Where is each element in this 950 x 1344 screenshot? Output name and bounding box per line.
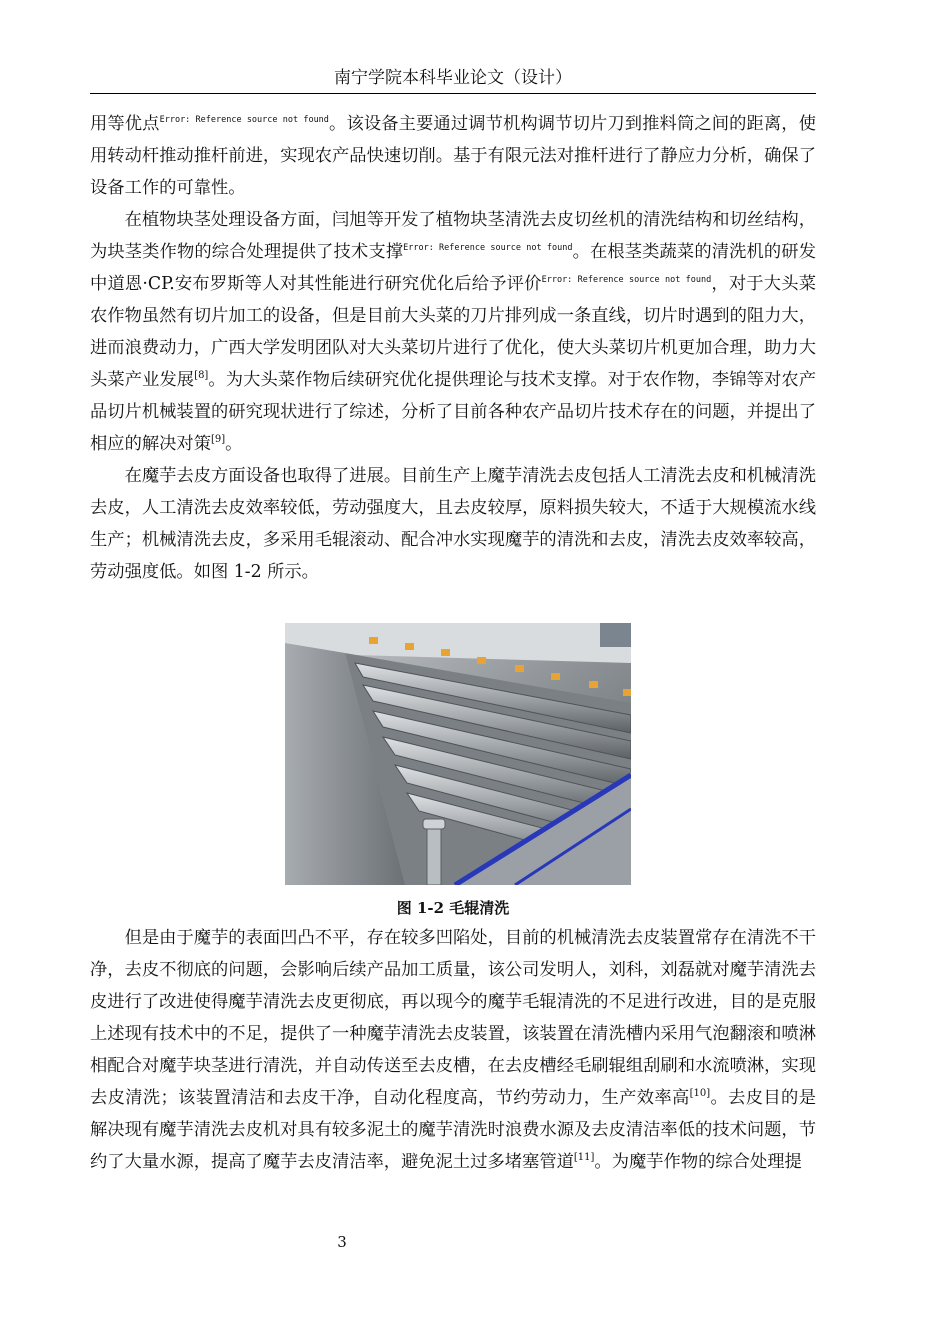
p4-text-a: 但是由于魔芋的表面凹凸不平，存在较多凹陷处，目前的机械清洗去皮装置常存在清洗不干净，去皮不彻底的问题，会影响后续产品加工质量，该公司发明人，刘科，刘磊就对魔芋清洗去皮进行了改进使得魔芋清洗去皮更彻底，再以现今的魔芋毛辊清洗的不足进行改进，目的是克服上述现有技术中的不足，提供了一种魔芋清洗去皮装置，该装置在清洗槽内采用气泡翻滚和喷淋相配合对魔芋块茎进行清洗，并自动传送至去皮槽，在去皮槽经毛刷辊组刮刷和水流喷淋，实现去皮清洗；该装置清洁和去皮干净，自动化程度高，节约劳动力，生产效率高 (90, 928, 816, 1108)
paragraph-3: 在魔芋去皮方面设备也取得了进展。目前生产上魔芋清洗去皮包括人工清洗去皮和机械清洗去皮，人工清洗去皮效率较低，劳动强度大，且去皮较厚，原料损失较大，不适于大规模流水线生产；机械清洗去皮，多采用毛辊滚动、配合冲水实现魔芋的清洗和去皮，清洗去皮效率较高，劳动强度低。如图 1-2 所示。 (90, 466, 816, 582)
p2-text-e: 。 (225, 434, 243, 454)
p2-text-b: 。在根茎类蔬菜的清洗机的研发中道恩·CP.安布罗斯等人对其性能进行研究优化后给予评价 (90, 242, 816, 294)
page-number: 3 (337, 1233, 347, 1251)
body-text-bottom (90, 922, 816, 1178)
body-text-top (90, 108, 816, 588)
p1-text-b: 。该设备主要通过调节机构调节切片刀到推料筒之间的距离，使用转动杆推动推杆前进，实现农产品快速切削。基于有限元法对推杆进行了静应力分析，确保了设备工作的可靠性。 (90, 114, 816, 198)
figure-caption: 图 1-2 毛辊清洗 (396, 899, 510, 917)
citation: [8] (194, 370, 209, 382)
p2-text-a: 在植物块茎处理设备方面，闫旭等开发了植物块茎清洗去皮切丝机的清洗结构和切丝结构，为块茎类作物的综合处理提供了技术支撑 (90, 210, 816, 262)
reference-error: Error: Reference source not found (159, 115, 329, 126)
p4-text-c: 。为魔芋作物的综合处理提 (594, 1152, 802, 1172)
reference-error: Error: Reference source not found (541, 275, 712, 286)
p4-text-b: 。去皮目的是解决现有魔芋清洗去皮机对具有较多泥土的魔芋清洗时浪费水源及去皮清洁率低的技术问题，节约了大量水源，提高了魔芋去皮清洁率，避免泥土过多堵塞管道 (90, 1088, 816, 1172)
paragraph-4 (90, 922, 816, 1178)
paragraph-1 (90, 108, 816, 204)
paragraph-2 (90, 204, 816, 460)
page-header: 南宁学院本科毕业论文（设计） (334, 68, 572, 88)
p2-text-c: ，对于大头菜农作物虽然有切片加工的设备，但是目前大头菜的刀片排列成一条直线，切片时遇到的阻力大，进而浪费动力，广西大学发明团队对大头菜切片进行了优化，使大头菜切片机更加合理，助力大头菜产业发展 (90, 274, 816, 390)
citation: [10] (689, 1088, 711, 1100)
citation: [11] (573, 1152, 595, 1164)
p1-text-a: 用等优点 (90, 114, 160, 134)
p2-text-d: 。为大头菜作物后续研究优化提供理论与技术支撑。对于农作物，李锦等对农产品切片机械装置的研究现状进行了综述，分析了目前各种农产品切片技术存在的问题，并提出了相应的解决对策 (90, 370, 816, 454)
roller-washer-photo (285, 623, 631, 885)
reference-error: Error: Reference source not found (403, 243, 573, 254)
header-rule (90, 93, 816, 94)
citation: [9] (210, 434, 226, 446)
